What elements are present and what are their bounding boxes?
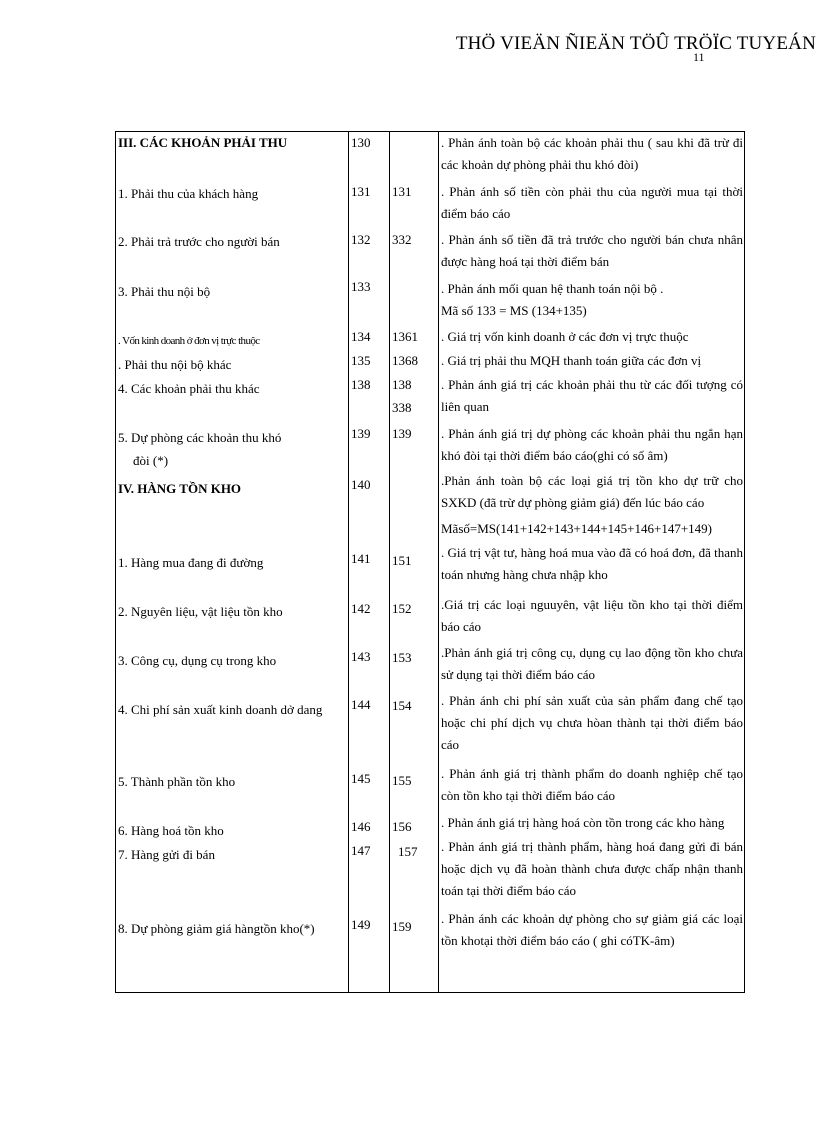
row-description: . Giá trị phải thu MQH thanh toán giữa các đơn vị [441, 353, 702, 368]
row-name: 7. Hàng gửi đi bán [118, 847, 215, 862]
row-account: 154 [392, 698, 412, 713]
row-name: IV. HÀNG TỒN KHO [118, 481, 242, 496]
row-description: .Phản ánh giá trị công cụ, dụng cụ lao động tồn kho chưa sử dụng tại thời điểm báo cáo [441, 645, 743, 682]
row-account: 131 [392, 184, 412, 199]
row-description: . Giá trị vật tư, hàng hoá mua vào đã có hoá đơn, đã thanh toán nhưng hàng chưa nhập kho [441, 545, 743, 582]
row-account: 157 [398, 844, 418, 859]
row-name: 5. Dự phòng các khoản thu khó [118, 430, 282, 445]
row-account-secondary: 338 [392, 400, 412, 415]
row-name: 1. Hàng mua đang đi đường [118, 555, 264, 570]
row-description: . Phản ánh giá trị hàng hoá còn tồn trong các kho hàng [441, 815, 725, 830]
row-description: . Phản ánh giá trị thành phẩm, hàng hoá đang gửi đi bán hoặc dịch vụ đã hoàn thành chưa được chấp nhận thanh toán tại thời điểm báo cáo [441, 839, 743, 898]
row-name: . Vốn kinh doanh ở đơn vị trực thuộc [118, 335, 260, 347]
row-name: 5. Thành phần tồn kho [118, 774, 236, 789]
row-account: 138 [392, 377, 412, 392]
row-description: . Phản ánh giá trị dự phòng các khoản phải thu ngắn hạn khó đòi tại thời điểm báo cáo(ghi có số âm) [441, 426, 743, 463]
column-divider [389, 132, 390, 992]
row-name: 8. Dự phòng giảm giá hàngtồn kho(*) [118, 921, 315, 936]
row-account: 151 [392, 553, 412, 568]
row-description: . Phản ánh chi phí sản xuất của sản phẩm đang chế tạo hoặc chi phí dịch vụ chưa hòan thành tại thời điểm báo cáo [441, 693, 743, 752]
row-code: 132 [351, 232, 371, 247]
row-code: 141 [351, 551, 371, 566]
row-name: 3. Phải thu nội bộ [118, 284, 211, 299]
row-description: . Giá trị vốn kinh doanh ở các đơn vị trực thuộc [441, 329, 689, 344]
row-code: 135 [351, 353, 371, 368]
row-account: 152 [392, 601, 412, 616]
row-account: 332 [392, 232, 412, 247]
row-name: 6. Hàng hoá tồn kho [118, 823, 224, 838]
row-name: III. CÁC KHOẢN PHẢI THU [118, 135, 288, 150]
row-description: . Phản ánh giá trị các khoản phải thu từ các đối tượng có liên quan [441, 377, 743, 414]
row-code: 134 [351, 329, 371, 344]
row-account: 159 [392, 919, 412, 934]
row-account: 155 [392, 773, 412, 788]
row-code: 139 [351, 426, 371, 441]
balance-sheet-table [115, 131, 745, 993]
row-description: .Phản ánh toàn bộ các loại giá trị tồn kho dự trữ cho SXKD (đã trừ dự phòng giảm giá) đến lúc báo cáo [441, 473, 743, 510]
row-description: . Phản ánh giá trị thành phẩm do doanh nghiệp chế tạo còn tồn kho tại thời điểm báo cáo [441, 766, 743, 803]
row-description: . Phản ánh mối quan hệ thanh toán nội bộ . [441, 281, 664, 296]
row-code: 144 [351, 697, 371, 712]
row-code: 133 [351, 279, 371, 294]
row-description: . Phản ánh các khoản dự phòng cho sự giảm giá các loại tồn khotại thời điểm báo cáo ( ghi cóTK-âm) [441, 911, 743, 948]
row-code: 130 [351, 135, 371, 150]
row-code: 147 [351, 843, 371, 858]
row-code: 143 [351, 649, 371, 664]
row-code: 142 [351, 601, 371, 616]
row-description: . Phản ánh số tiền đã trả trước cho người bán chưa nhân được hàng hoá tại thời điểm bán [441, 232, 743, 269]
row-description-formula: Mãsố=MS(141+142+143+144+145+146+147+149) [441, 521, 712, 536]
row-description: . Phản ánh số tiền còn phải thu của người mua tại thời điểm báo cáo [441, 184, 743, 221]
row-name: 4. Chi phí sản xuất kinh doanh dở dang [118, 702, 323, 717]
row-name: 2. Nguyên liệu, vật liệu tồn kho [118, 604, 283, 619]
row-code: 138 [351, 377, 371, 392]
row-account: 1361 [392, 329, 418, 344]
row-name: 3. Công cụ, dụng cụ trong kho [118, 653, 277, 668]
row-code: 146 [351, 819, 371, 834]
row-name: 4. Các khoản phải thu khác [118, 381, 260, 396]
row-description-formula: Mã số 133 = MS (134+135) [441, 303, 587, 318]
row-description: . Phản ánh toàn bộ các khoản phải thu ( sau khi đã trừ đi các khoản dự phòng phải thu khó đòi) [441, 135, 743, 172]
row-account: 139 [392, 426, 412, 441]
column-divider [438, 132, 439, 992]
column-divider [348, 132, 349, 992]
row-account: 156 [392, 819, 412, 834]
row-name-continued: đòi (*) [133, 453, 169, 468]
row-name: 1. Phải thu của khách hàng [118, 186, 259, 201]
row-account: 153 [392, 650, 412, 665]
row-name: 2. Phải trả trước cho người bán [118, 234, 280, 249]
row-account: 1368 [392, 353, 418, 368]
row-code: 131 [351, 184, 371, 199]
row-code: 149 [351, 917, 371, 932]
row-code: 145 [351, 771, 371, 786]
page-number: 11 [693, 50, 705, 64]
row-description: .Giá trị các loại nguuyên, vật liệu tồn kho tại thời điểm báo cáo [441, 597, 743, 634]
row-code: 140 [351, 477, 371, 492]
header-title: THÖ VIEÄN ÑIEÄN TÖÛ TRÖÏC TUYEÁN [455, 33, 816, 54]
row-name: . Phải thu nội bộ khác [118, 357, 232, 372]
